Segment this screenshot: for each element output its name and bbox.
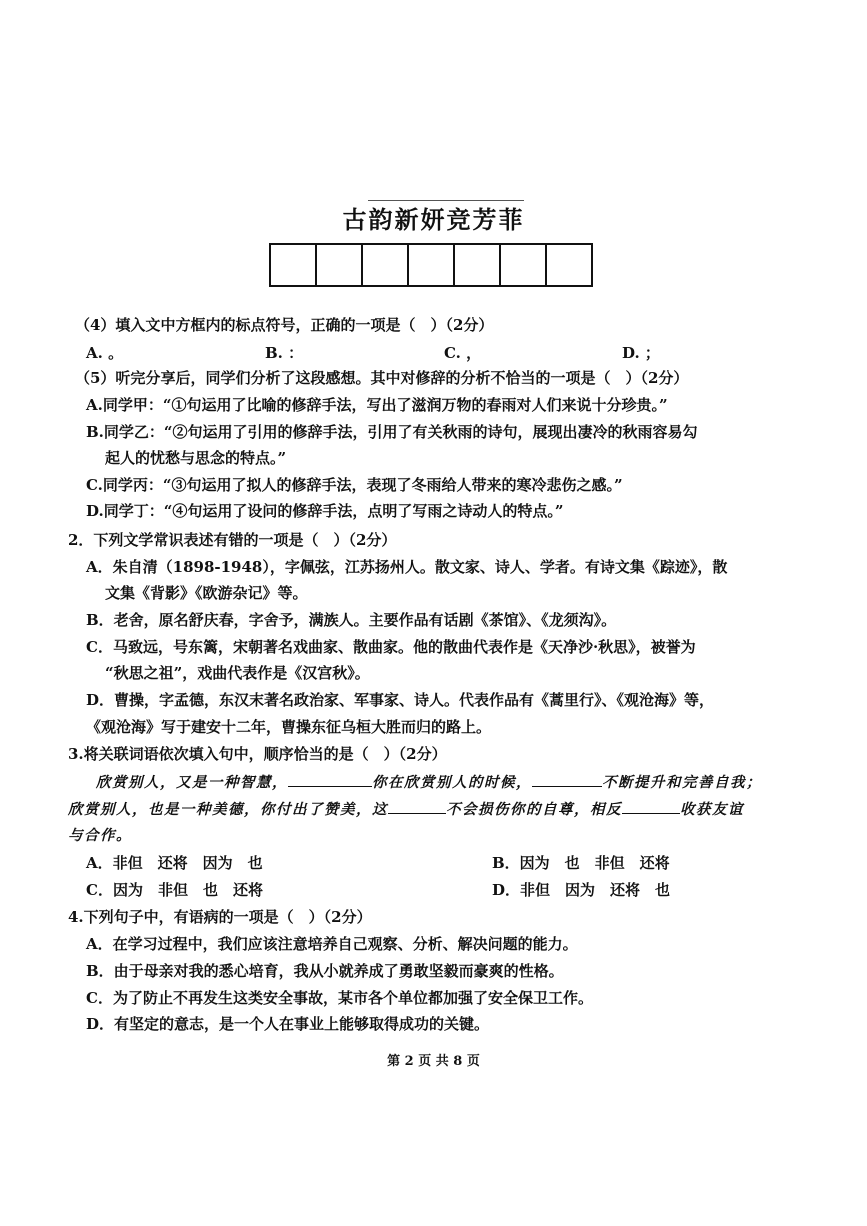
q2-option-a-line1: A．朱自清（1898-1948），字佩弦，江苏扬州人。散文家、诗人、学者。有诗文集《踪迹》，散 xyxy=(86,558,728,576)
q4b-option-d: D．有坚定的意志，是一个人在事业上能够取得成功的关键。 xyxy=(86,1015,490,1033)
question-4-stem: （4）填入文中方框内的标点符号，正确的一项是（ ）（2分） xyxy=(75,316,494,334)
answer-box xyxy=(409,245,455,285)
q3-passage-text: 你在欣赏别人的时候， xyxy=(372,774,532,791)
q3-passage-line3: 与合作。 xyxy=(68,827,132,844)
question-2-stem: 2．下列文学常识表述有错的一项是（ ）（2分） xyxy=(68,531,397,549)
fill-blank xyxy=(622,799,680,814)
question-4-grammar-stem: 4.下列句子中，有语病的一项是（ ）（2分） xyxy=(68,908,372,926)
q2-option-d-line2: 《观沧海》写于建安十二年，曹操东征乌桓大胜而归的路上。 xyxy=(86,718,492,736)
q4b-option-a: A．在学习过程中，我们应该注意培养自己观察、分析、解决问题的能力。 xyxy=(86,935,578,953)
q3-passage-text: 欣赏别人，又是一种智慧， xyxy=(96,774,288,791)
q4-option-d: D. ； xyxy=(622,344,660,362)
fill-blank xyxy=(532,772,602,787)
q4-option-a: A. 。 xyxy=(86,344,124,362)
q2-option-c-line1: C．马致远，号东篱，宋朝著名戏曲家、散曲家。他的散曲代表作是《天净沙·秋思》，被誉为 xyxy=(86,638,696,656)
answer-box xyxy=(455,245,501,285)
q5-option-b-line1: B.同学乙：“②句运用了引用的修辞手法，引用了有关秋雨的诗句，展现出凄冷的秋雨容易勾 xyxy=(86,423,698,441)
answer-box xyxy=(363,245,409,285)
q4b-option-b: B．由于母亲对我的悉心培育，我从小就养成了勇敢坚毅而豪爽的性格。 xyxy=(86,962,564,980)
q5-option-b-line2: 起人的忧愁与思念的特点。” xyxy=(105,449,287,467)
page-title: 古韵新妍竞芳菲 xyxy=(342,205,525,234)
q4-option-b: B. ： xyxy=(265,344,304,362)
fill-blank xyxy=(388,799,446,814)
q3-option-d: D．非但 因为 还将 也 xyxy=(492,881,671,899)
q3-passage-text: 不会损伤你的自尊，相反 xyxy=(446,801,622,818)
q2-option-a-line2: 文集《背影》《欧游杂记》等。 xyxy=(105,584,308,602)
answer-box xyxy=(271,245,317,285)
q3-option-a: A．非但 还将 因为 也 xyxy=(86,854,263,872)
q5-option-c: C.同学丙：“③句运用了拟人的修辞手法，表现了冬雨给人带来的寒冷悲伤之感。” xyxy=(86,476,623,494)
q5-option-a: A.同学甲：“①句运用了比喻的修辞手法，写出了滋润万物的春雨对人们来说十分珍贵。” xyxy=(86,396,668,414)
question-3-stem: 3.将关联词语依次填入句中，顺序恰当的是（ ）（2分） xyxy=(68,745,447,763)
q2-option-c-line2: “秋思之祖”，戏曲代表作是《汉宫秋》。 xyxy=(105,664,370,682)
fill-blank xyxy=(288,772,372,787)
q3-option-b: B．因为 也 非但 还将 xyxy=(492,854,670,872)
answer-box xyxy=(317,245,363,285)
answer-box xyxy=(501,245,547,285)
q2-option-d-line1: D．曹操，字孟德，东汉末著名政治家、军事家、诗人。代表作品有《蒿里行》、《观沧海》等， xyxy=(86,691,715,709)
q3-passage-line1 xyxy=(96,771,762,792)
q4-option-c: C. ， xyxy=(444,344,482,362)
q3-passage-text: 收获友谊 xyxy=(680,801,744,818)
answer-box xyxy=(547,245,591,285)
q3-option-c: C．因为 非但 也 还将 xyxy=(86,881,263,899)
punctuation-box-row xyxy=(269,243,593,287)
q2-option-b: B．老舍，原名舒庆春，字舍予，满族人。主要作品有话剧《茶馆》、《龙须沟》。 xyxy=(86,611,617,629)
q4b-option-c: C．为了防止不再发生这类安全事故，某市各个单位都加强了安全保卫工作。 xyxy=(86,989,593,1007)
q3-passage-line2 xyxy=(68,798,744,819)
q5-option-d: D.同学丁：“④句运用了设问的修辞手法，点明了写雨之诗动人的特点。” xyxy=(86,502,564,520)
page-footer: 第 2 页 共 8 页 xyxy=(387,1054,480,1069)
question-5-stem: （5）听完分享后，同学们分析了这段感想。其中对修辞的分析不恰当的一项是（ ）（2分） xyxy=(75,369,689,387)
q3-passage-text: 不断提升和完善自我； xyxy=(602,774,762,791)
q3-passage-text: 欣赏别人，也是一种美德，你付出了赞美，这 xyxy=(68,801,388,818)
